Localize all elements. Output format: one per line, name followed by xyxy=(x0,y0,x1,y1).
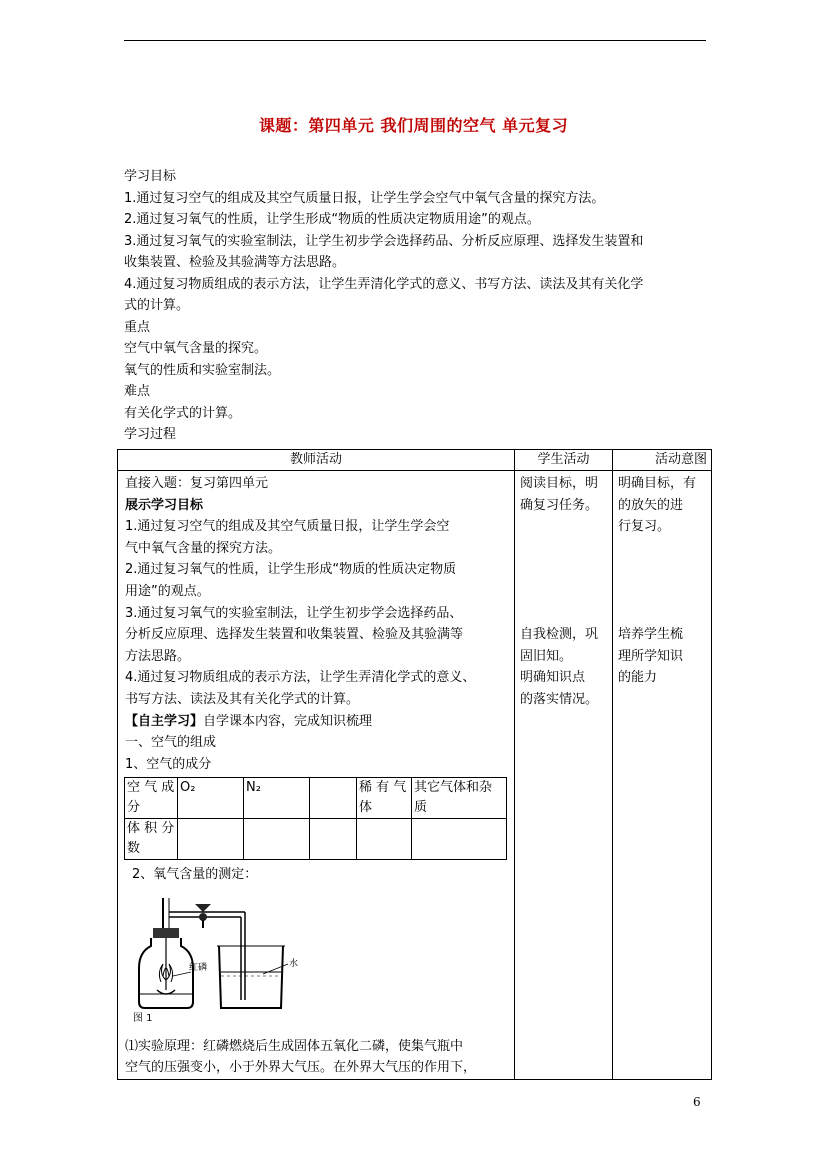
intro-section xyxy=(124,166,708,446)
table-row xyxy=(125,778,507,819)
process-heading: 学习过程 xyxy=(124,427,177,442)
teacher-goal-line: 2.通过复习氧气的性质，让学生形成“物质的性质决定物质 xyxy=(125,562,457,578)
table-cell: 空 气 成 分 xyxy=(125,778,178,819)
teacher-cell xyxy=(118,471,515,1080)
header-teacher: 教师活动 xyxy=(118,450,515,471)
goal-line: 2.通过复习氧气的性质，让学生形成“物质的性质决定物质用途”的观点。 xyxy=(124,212,540,227)
table-cell: N₂ xyxy=(244,778,310,819)
student-line: 确复习任务。 xyxy=(520,497,599,513)
table-header-row xyxy=(118,450,712,471)
table-cell xyxy=(178,819,244,860)
goal-line: 1.通过复习空气的组成及其空气质量日报，让学生学会空气中氧气含量的探究方法。 xyxy=(124,190,605,206)
intent-line: 培养学生梳 xyxy=(618,627,684,643)
header-student: 学生活动 xyxy=(515,450,613,471)
intent-line: 的放矢的进 xyxy=(618,497,684,513)
principle-line: ⑴实验原理：红磷燃烧后生成固体五氧化二磷，使集气瓶中 xyxy=(125,1038,464,1054)
teacher-goal-line: 4.通过复习物质组成的表示方法，让学生弄清化学式的意义、 xyxy=(125,670,476,686)
table-row xyxy=(125,819,507,860)
difficulty-heading: 难点 xyxy=(124,384,151,399)
figure-label-phosphorus: 红磷 xyxy=(189,962,208,973)
self-study-line xyxy=(125,711,508,733)
table-cell xyxy=(310,778,357,819)
show-goals-heading: 展示学习目标 xyxy=(125,497,204,513)
intent-line: 的能力 xyxy=(618,670,658,686)
student-line: 的落实情况。 xyxy=(520,691,599,707)
intent-line: 行复习。 xyxy=(618,519,671,535)
figure-label-water: 水 xyxy=(289,958,299,969)
teacher-goal-line: 1.通过复习空气的组成及其空气质量日报，让学生学会空 xyxy=(125,519,450,535)
teacher-line: 直接入题：复习第四单元 xyxy=(125,476,269,491)
table-body-row xyxy=(118,471,712,1080)
student-line: 自我检测，巩 xyxy=(520,627,599,643)
teacher-goal-line: 3.通过复习氧气的实验室制法，让学生初步学会选择药品、 xyxy=(125,605,463,621)
header-rule xyxy=(124,40,706,41)
teacher-goal-line: 气中氧气含量的探究方法。 xyxy=(125,540,282,556)
self-study-text: 自学课本内容，完成知识梳理 xyxy=(203,713,373,729)
apparatus-figure xyxy=(133,890,308,1022)
table-cell xyxy=(357,819,412,860)
difficulty-point: 有关化学式的计算。 xyxy=(124,405,242,421)
goal-line: 4.通过复习物质组成的表示方法，让学生弄清化学式的意义、书写方法、读法及其有关化学 xyxy=(124,276,644,292)
intent-cell xyxy=(613,471,712,1080)
teacher-goal-line: 方法思路。 xyxy=(125,648,191,664)
teacher-goal-line: 书写方法、读法及其有关化学式的计算。 xyxy=(125,691,360,707)
key-heading: 重点 xyxy=(124,319,151,335)
table-cell xyxy=(244,819,310,860)
section-heading: 一、空气的组成 xyxy=(125,735,217,751)
air-composition-table xyxy=(124,777,507,860)
table-cell: 稀 有 气 体 xyxy=(357,778,412,819)
goal-line: 式的计算。 xyxy=(124,298,190,313)
key-point: 空气中氧气含量的探究。 xyxy=(124,341,268,356)
goals-heading: 学习目标 xyxy=(124,169,177,184)
table-cell: O₂ xyxy=(178,778,244,819)
student-line: 明确知识点 xyxy=(520,670,586,686)
teacher-goal-line: 分析反应原理、选择发生装置和收集装置、检验及其验满等 xyxy=(125,627,464,643)
subsection-heading: 1、空气的成分 xyxy=(125,756,212,772)
figure-caption: 图 1 xyxy=(133,1012,153,1022)
principle-line: 空气的压强变小，小于外界大气压。在外界大气压的作用下， xyxy=(125,1060,477,1076)
key-point: 氧气的性质和实验室制法。 xyxy=(124,362,281,378)
student-line: 阅读目标，明 xyxy=(520,476,599,491)
table-cell: 体 积 分 数 xyxy=(125,819,178,860)
intent-line: 明确目标，有 xyxy=(618,476,697,491)
teacher-goal-line: 用途”的观点。 xyxy=(125,583,210,599)
page-title: 课题：第四单元 我们周围的空气 单元复习 xyxy=(258,116,569,135)
student-cell xyxy=(515,471,613,1080)
goal-line: 收集装置、检验及其验满等方法思路。 xyxy=(124,255,346,270)
self-study-label: 【自主学习】 xyxy=(125,713,204,729)
student-line: 固旧知。 xyxy=(520,648,573,664)
table-cell xyxy=(310,819,357,860)
table-cell: 其它气体和杂质 xyxy=(412,778,507,819)
goal-line: 3.通过复习氧气的实验室制法，让学生初步学会选择药品、分析反应原理、选择发生装置和 xyxy=(124,233,644,249)
header-intent: 活动意图 xyxy=(613,450,712,471)
page-number: 6 xyxy=(693,1095,701,1109)
lesson-table xyxy=(117,449,712,1080)
table-cell xyxy=(412,819,507,860)
subsection-heading: 2、氧气含量的测定： xyxy=(132,867,258,883)
intent-line: 理所学知识 xyxy=(618,648,684,664)
